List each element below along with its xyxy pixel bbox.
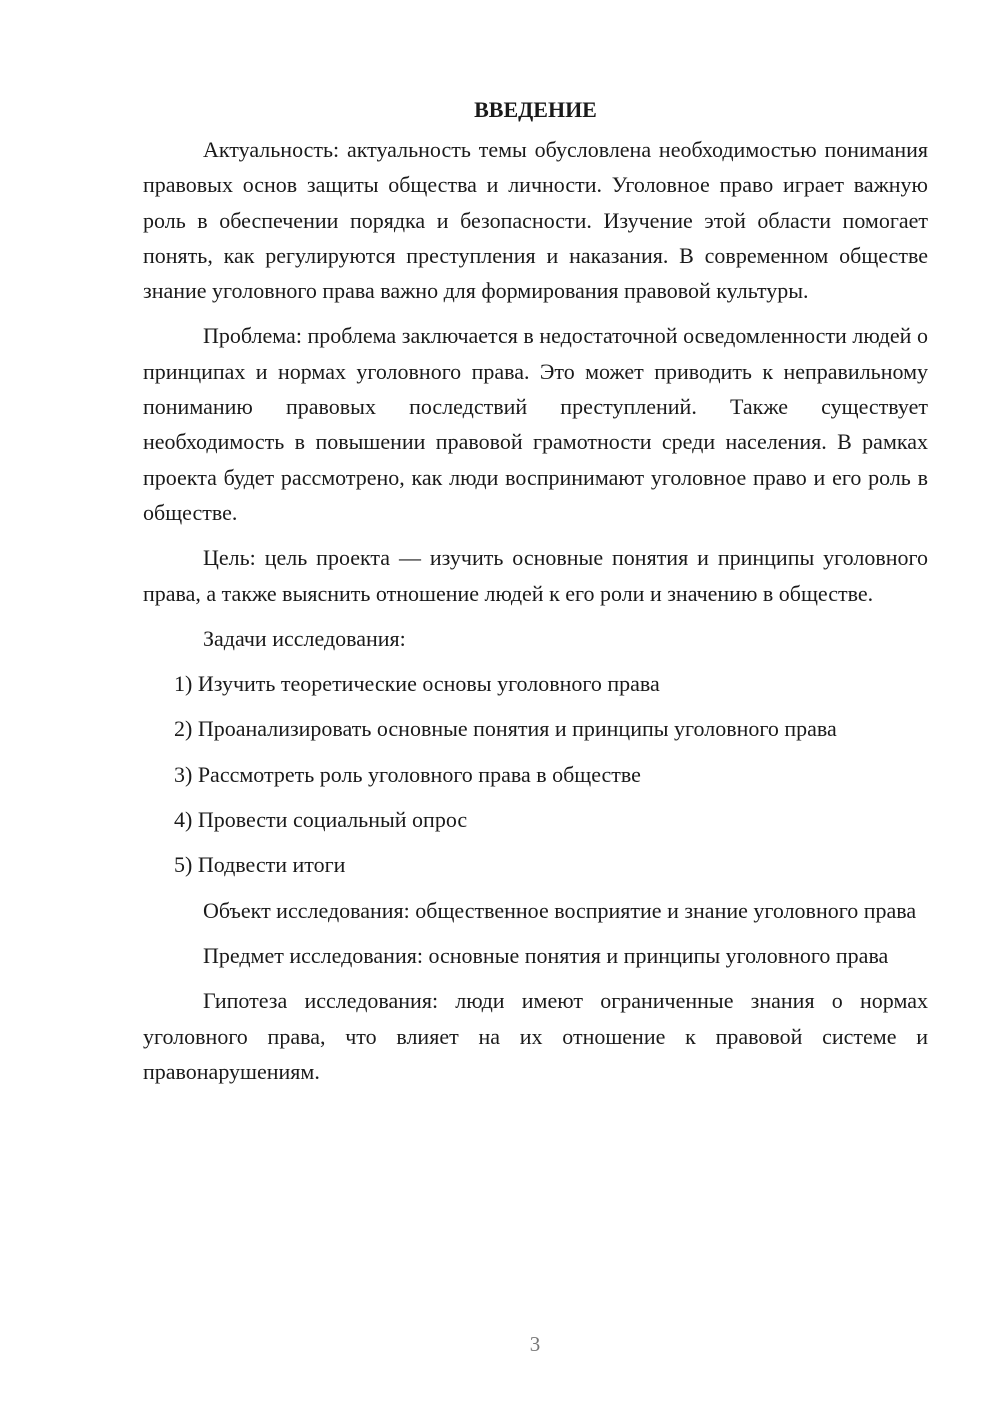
- page-title: ВВЕДЕНИЕ: [474, 97, 597, 122]
- hypothesis-paragraph: Гипотеза исследования: люди имеют ограниченные знания о нормах уголовного права, что влияет на их отношение к правовой системе и правонарушениям.: [143, 988, 928, 1084]
- problem-paragraph: Проблема: проблема заключается в недостаточной осведомленности людей о принципах и нормах уголовного права. Это может приводить к неправильному пониманию правовых последствий преступлений. Также существует необходимость в повышении правовой грамотности среди населения. В рамках проекта будет рассмотрено, как люди воспринимают уголовное право и его роль в обществе.: [143, 323, 928, 525]
- task-item-2: 2) Проанализировать основные понятия и принципы уголовного права: [174, 716, 837, 742]
- page-number: 3: [529, 1332, 541, 1356]
- tasks-heading: Задачи исследования:: [203, 625, 406, 651]
- task-item-4: 4) Провести социальный опрос: [174, 807, 468, 833]
- relevance-paragraph: Актуальность: актуальность темы обусловлена необходимостью понимания правовых основ защиты общества и личности. Уголовное право играет важную роль в обеспечении порядка и безопасности. Изучение этой области помогает понять, как регулируются преступления и наказания. В современном обществе знание уголовного права важно для формирования правовой культуры.: [143, 137, 928, 304]
- object-paragraph: Объект исследования: общественное восприятие и знание уголовного права: [203, 897, 917, 923]
- task-item-5: 5) Подвести итоги: [174, 852, 346, 878]
- task-item-1: 1) Изучить теоретические основы уголовного права: [174, 671, 660, 697]
- task-item-3: 3) Рассмотреть роль уголовного права в обществе: [174, 761, 641, 787]
- subject-paragraph: Предмет исследования: основные понятия и принципы уголовного права: [203, 942, 889, 968]
- goal-paragraph: Цель: цель проекта — изучить основные понятия и принципы уголовного права, а также выяснить отношение людей к его роли и значению в обществе.: [143, 545, 928, 606]
- page-content: [143, 92, 928, 1099]
